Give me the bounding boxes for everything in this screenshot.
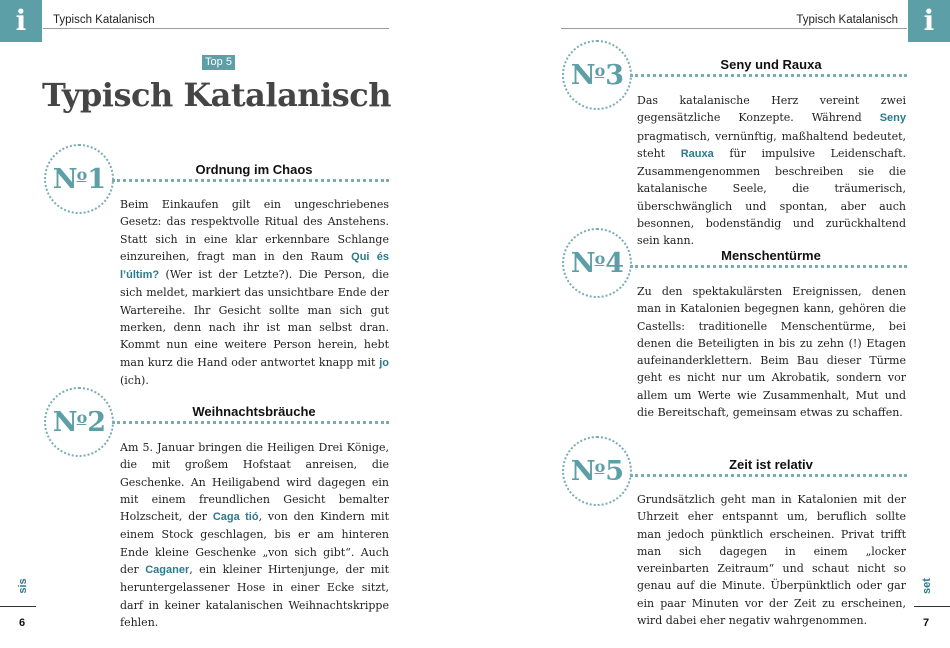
- section-2-title: Weihnachtsbräuche: [192, 404, 316, 419]
- info-icon: i: [908, 0, 950, 42]
- section-5-body: [637, 491, 906, 629]
- term-highlight: Qui és l’últim?: [120, 250, 390, 282]
- page-number-left: 6: [19, 617, 26, 629]
- term-highlight: Caganer: [145, 564, 190, 577]
- body-text: Das katalanische Herz vereint zwei gegensätzliche Konzepte. Während: [637, 94, 906, 125]
- body-text: pragmatisch, vernünftig, maßhaltend bedeutet, steht: [637, 129, 906, 160]
- term-highlight: Seny: [879, 112, 906, 125]
- side-tab-left: sis: [17, 578, 29, 594]
- running-head-right: Typisch Katalanisch: [796, 14, 898, 26]
- section-4-body: [637, 283, 906, 421]
- section-3-body: [637, 92, 906, 250]
- section-5-number: 5: [605, 455, 624, 487]
- body-text: Grundsätzlich geht man in Katalonien mit der Uhrzeit eher entspannt um, beruflich sollte man jedoch pünktlich erscheinen. Privat trifft man sich dagegen in einem „locker vereinbarten Zeitraum“ und schaut nicht so genau auf die Minute. Überpünktlich oder gar ein paar Minuten vor der Zeit zu erscheinen, wird dabei eher negativ wahrgenommen.: [637, 493, 906, 628]
- number-o: o: [594, 456, 605, 476]
- section-2-number-badge: [44, 387, 114, 457]
- section-3-divider: [630, 74, 907, 77]
- term-highlight: jo: [379, 356, 389, 369]
- running-head-left: Typisch Katalanisch: [53, 14, 155, 26]
- section-1-title: Ordnung im Chaos: [195, 162, 313, 177]
- body-text: , von den Kindern mit einem Stock geschlagen, bis er am hinteren Ende kleine Geschenke „von sich gibt“. Auch der: [120, 510, 389, 577]
- section-1-body: [120, 196, 389, 389]
- page-number-right: 7: [923, 617, 930, 629]
- header-rule: [43, 28, 389, 29]
- section-2-divider: [112, 421, 389, 424]
- number-o: o: [594, 60, 605, 80]
- body-text: (ich).: [120, 373, 149, 387]
- section-5-number-badge: [562, 436, 632, 506]
- info-icon: i: [0, 0, 42, 42]
- section-5-title: Zeit ist relativ: [729, 457, 813, 472]
- section-3-number: 3: [605, 59, 624, 91]
- right-page: [475, 0, 950, 648]
- body-text: Zu den spektakulärsten Ereignissen, denen man in Katalonien begegnen kann, gehören die Castells: traditionelle Menschentürme, bei denen die Beteiligten in bis zu zehn (!) Etagen aufeinanderklettern. Beim Bau dieser Türme geht es nicht nur um Akrobatik, sondern vor allem um Werte wie Zusammenhalt, Mut und die Bereitschaft, gemeinsam etwas zu schaffen.: [637, 285, 906, 420]
- side-tab-right: set: [921, 578, 933, 594]
- number-prefix: N: [570, 455, 595, 487]
- number-prefix: N: [570, 247, 595, 279]
- section-4-divider: [630, 265, 907, 268]
- section-1-number: 1: [87, 163, 106, 195]
- section-2-body: [120, 439, 389, 631]
- term-highlight: Rauxa: [680, 147, 714, 160]
- top-label: Top 5: [202, 55, 235, 70]
- section-3-number-badge: [562, 40, 632, 110]
- section-1-number-badge: [44, 144, 114, 214]
- number-o: o: [594, 248, 605, 268]
- footer-rule-left: [0, 606, 36, 607]
- term-highlight: Caga tió: [212, 511, 259, 524]
- section-4-number: 4: [605, 247, 624, 279]
- section-5-divider: [630, 474, 907, 477]
- body-text: Am 5. Januar bringen die Heiligen Drei Könige, die mit großem Hofstaat anreisen, die Geschenke. An Heiligabend wird dagegen ein mit einem freundlichen Gesicht bemalter Holzscheit, der: [120, 441, 389, 524]
- body-text: für impulsive Leidenschaft. Zusammengenommen beschreiben sie die katalanische Seele, die träumerisch, überschwänglich und spontan, aber auch besonnen, bodenständig und zurückhaltend sein kann.: [637, 146, 906, 248]
- body-text: , ein kleiner Hirtenjunge, der mit heruntergelassener Hose in einer Ecke sitzt, darf in keiner katalanischen Weihnachtskrippe fehlen.: [120, 563, 389, 629]
- page-title: Typisch Katalanisch: [42, 76, 391, 114]
- section-1-divider: [112, 179, 389, 182]
- footer-rule-right: [914, 606, 950, 607]
- body-text: (Wer ist der Letzte?). Die Person, die sich meldet, markiert das unsichtbare Ende der Wartereihe. Ihr Gesicht sollte man sich gut merken, denn nach ihr ist man selbst dran. Kommt nun eine weitere Person herein, hebt man kurz die Hand oder antwortet knapp mit: [120, 268, 389, 369]
- header-rule: [561, 28, 907, 29]
- number-o: o: [76, 407, 87, 427]
- number-o: o: [76, 164, 87, 184]
- number-prefix: N: [52, 163, 77, 195]
- number-prefix: N: [52, 406, 77, 438]
- section-4-title: Menschentürme: [721, 248, 821, 263]
- section-3-title: Seny und Rauxa: [720, 57, 822, 72]
- number-prefix: N: [570, 59, 595, 91]
- body-text: Beim Einkaufen gilt ein ungeschriebenes Gesetz: das respektvolle Ritual des Anstehens. Statt sich in eine klar erkennbare Schlange einzureihen, fragt man in den Raum: [120, 198, 389, 263]
- section-2-number: 2: [87, 406, 106, 438]
- section-4-number-badge: [562, 228, 632, 298]
